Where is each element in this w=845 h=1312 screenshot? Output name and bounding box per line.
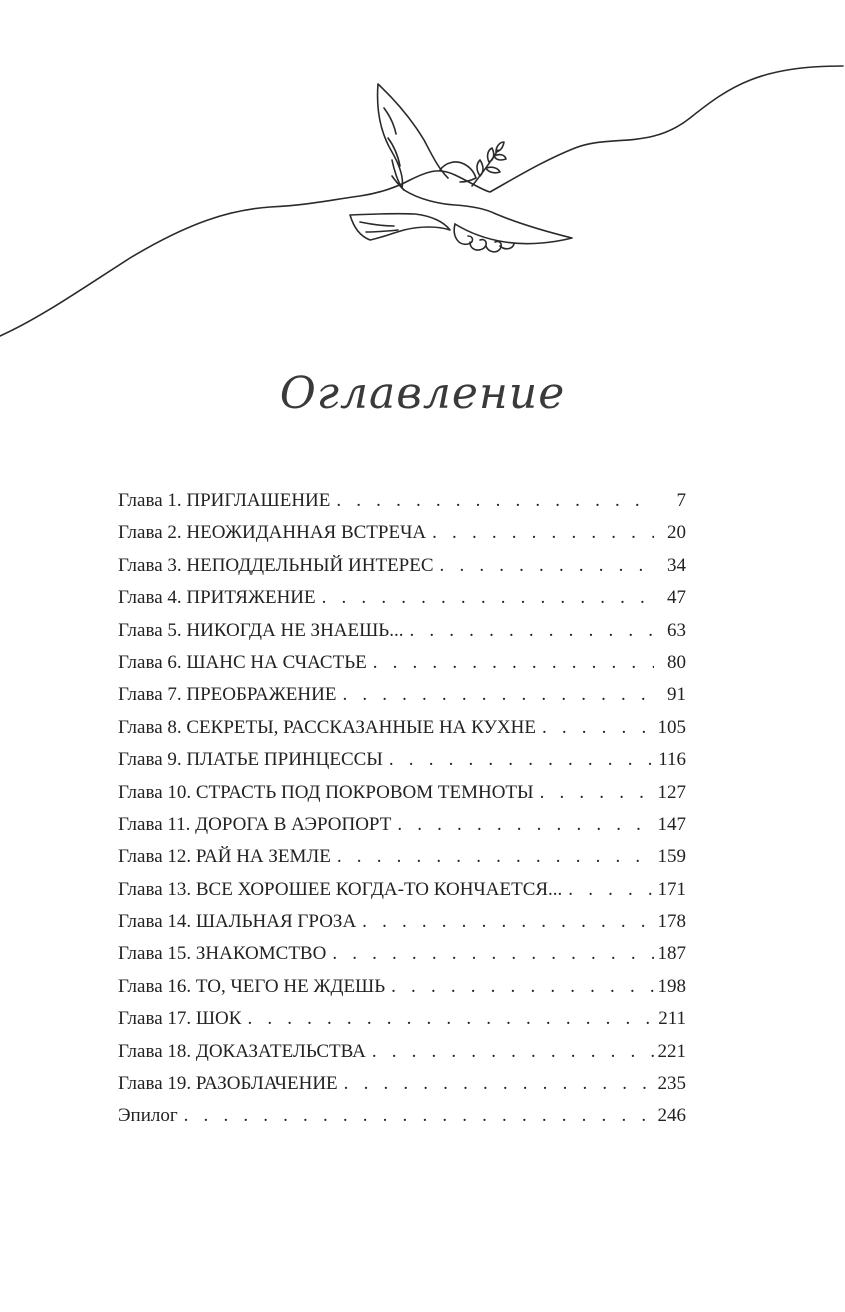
dot-leader — [366, 1041, 654, 1063]
page-title: Оглавление — [279, 368, 566, 419]
toc-entry-label: Глава 12. РАЙ НА ЗЕМЛЕ — [118, 846, 331, 868]
toc-entry-label: Глава 1. ПРИГЛАШЕНИЕ — [118, 490, 331, 511]
toc-entry-label: Глава 13. ВСЕ ХОРОШЕЕ КОГДА-ТО КОНЧАЕТСЯ... — [118, 878, 563, 900]
dot-leader — [534, 782, 654, 804]
toc-entry[interactable] — [118, 587, 686, 619]
toc-entry[interactable] — [118, 846, 686, 878]
toc-entry-label: Глава 7. ПРЕОБРАЖЕНИЕ — [118, 684, 337, 706]
table-of-contents — [118, 490, 686, 1138]
dove-lower-wing — [350, 214, 450, 240]
toc-entry-page: 63 — [667, 619, 686, 641]
toc-entry-page: 105 — [657, 716, 686, 738]
toc-entry-label: Глава 16. ТО, ЧЕГО НЕ ЖДЕШЬ — [118, 975, 386, 997]
toc-entry-page: 171 — [657, 878, 686, 900]
toc-entry[interactable] — [118, 879, 686, 911]
toc-entry[interactable] — [118, 749, 686, 781]
dot-leader — [241, 1008, 654, 1030]
toc-entry[interactable] — [118, 943, 686, 975]
dot-leader — [385, 976, 654, 998]
toc-entry[interactable] — [118, 814, 686, 846]
toc-entry[interactable] — [118, 1105, 686, 1137]
dot-leader — [434, 555, 654, 577]
dot-leader — [330, 490, 654, 512]
toc-entry-label: Эпилог — [118, 1105, 178, 1127]
dot-leader — [326, 943, 654, 965]
dot-leader — [316, 587, 654, 609]
toc-entry[interactable] — [118, 652, 686, 684]
toc-entry-label: Глава 15. ЗНАКОМСТВО — [118, 943, 327, 965]
toc-entry-page: 159 — [657, 846, 686, 868]
toc-entry-page: 147 — [657, 813, 686, 835]
toc-entry[interactable] — [118, 911, 686, 943]
toc-entry-page: 187 — [657, 943, 686, 965]
toc-entry[interactable] — [118, 717, 686, 749]
toc-entry[interactable] — [118, 1073, 686, 1105]
toc-entry-label: Глава 4. ПРИТЯЖЕНИЕ — [118, 587, 316, 609]
flowing-line — [0, 66, 843, 336]
dot-leader — [331, 846, 654, 868]
toc-entry-label: Глава 3. НЕПОДДЕЛЬНЫЙ ИНТЕРЕС — [118, 554, 434, 576]
toc-entry-page: 211 — [658, 1008, 686, 1030]
toc-entry-label: Глава 17. ШОК — [118, 1008, 242, 1030]
toc-entry-page: 116 — [658, 749, 686, 771]
toc-entry[interactable] — [118, 555, 686, 587]
dot-leader — [338, 1073, 654, 1095]
toc-entry-label: Глава 19. РАЗОБЛАЧЕНИЕ — [118, 1073, 338, 1095]
toc-entry-page: 47 — [667, 587, 686, 609]
toc-entry-label: Глава 9. ПЛАТЬЕ ПРИНЦЕССЫ — [118, 749, 383, 771]
dot-leader — [356, 911, 654, 933]
dot-leader — [391, 814, 654, 836]
toc-entry-label: Глава 11. ДОРОГА В АЭРОПОРТ — [118, 813, 392, 835]
toc-entry-page: 221 — [657, 1040, 686, 1062]
dot-leader — [536, 717, 654, 739]
toc-entry-page: 178 — [657, 911, 686, 933]
toc-entry-page: 127 — [657, 781, 686, 803]
dove-illustration — [0, 0, 845, 360]
toc-entry-page: 198 — [657, 975, 686, 997]
toc-entry[interactable] — [118, 620, 686, 652]
dot-leader — [336, 684, 654, 706]
toc-entry-label: Глава 8. СЕКРЕТЫ, РАССКАЗАННЫЕ НА КУХНЕ — [118, 716, 536, 738]
toc-entry-page: 246 — [657, 1105, 686, 1127]
toc-entry[interactable] — [118, 522, 686, 554]
toc-entry-label: Глава 14. ШАЛЬНАЯ ГРОЗА — [118, 911, 357, 933]
toc-entry-page: 80 — [667, 651, 686, 673]
dot-leader — [383, 749, 654, 771]
toc-entry-label: Глава 18. ДОКАЗАТЕЛЬСТВА — [118, 1040, 366, 1062]
toc-entry-page: 235 — [657, 1073, 686, 1095]
toc-entry-label: Глава 10. СТРАСТЬ ПОД ПОКРОВОМ ТЕМНОТЫ — [118, 781, 534, 803]
toc-entry[interactable] — [118, 1041, 686, 1073]
toc-entry-page: 7 — [676, 490, 686, 511]
dot-leader — [562, 879, 654, 901]
toc-entry[interactable] — [118, 490, 686, 522]
toc-entry-page: 34 — [667, 554, 686, 576]
toc-entry-page: 20 — [667, 522, 686, 544]
dove-upper-wing — [378, 84, 448, 188]
toc-entry[interactable] — [118, 684, 686, 716]
dot-leader — [403, 620, 654, 642]
toc-entry-label: Глава 2. НЕОЖИДАННАЯ ВСТРЕЧА — [118, 522, 427, 544]
toc-entry-label: Глава 5. НИКОГДА НЕ ЗНАЕШЬ... — [118, 619, 404, 641]
dot-leader — [178, 1105, 654, 1127]
toc-entry-page: 91 — [667, 684, 686, 706]
toc-entry[interactable] — [118, 976, 686, 1008]
toc-entry[interactable] — [118, 1008, 686, 1040]
toc-entry-label: Глава 6. ШАНС НА СЧАСТЬЕ — [118, 651, 367, 673]
dot-leader — [367, 652, 654, 674]
dot-leader — [426, 522, 654, 544]
toc-entry[interactable] — [118, 782, 686, 814]
